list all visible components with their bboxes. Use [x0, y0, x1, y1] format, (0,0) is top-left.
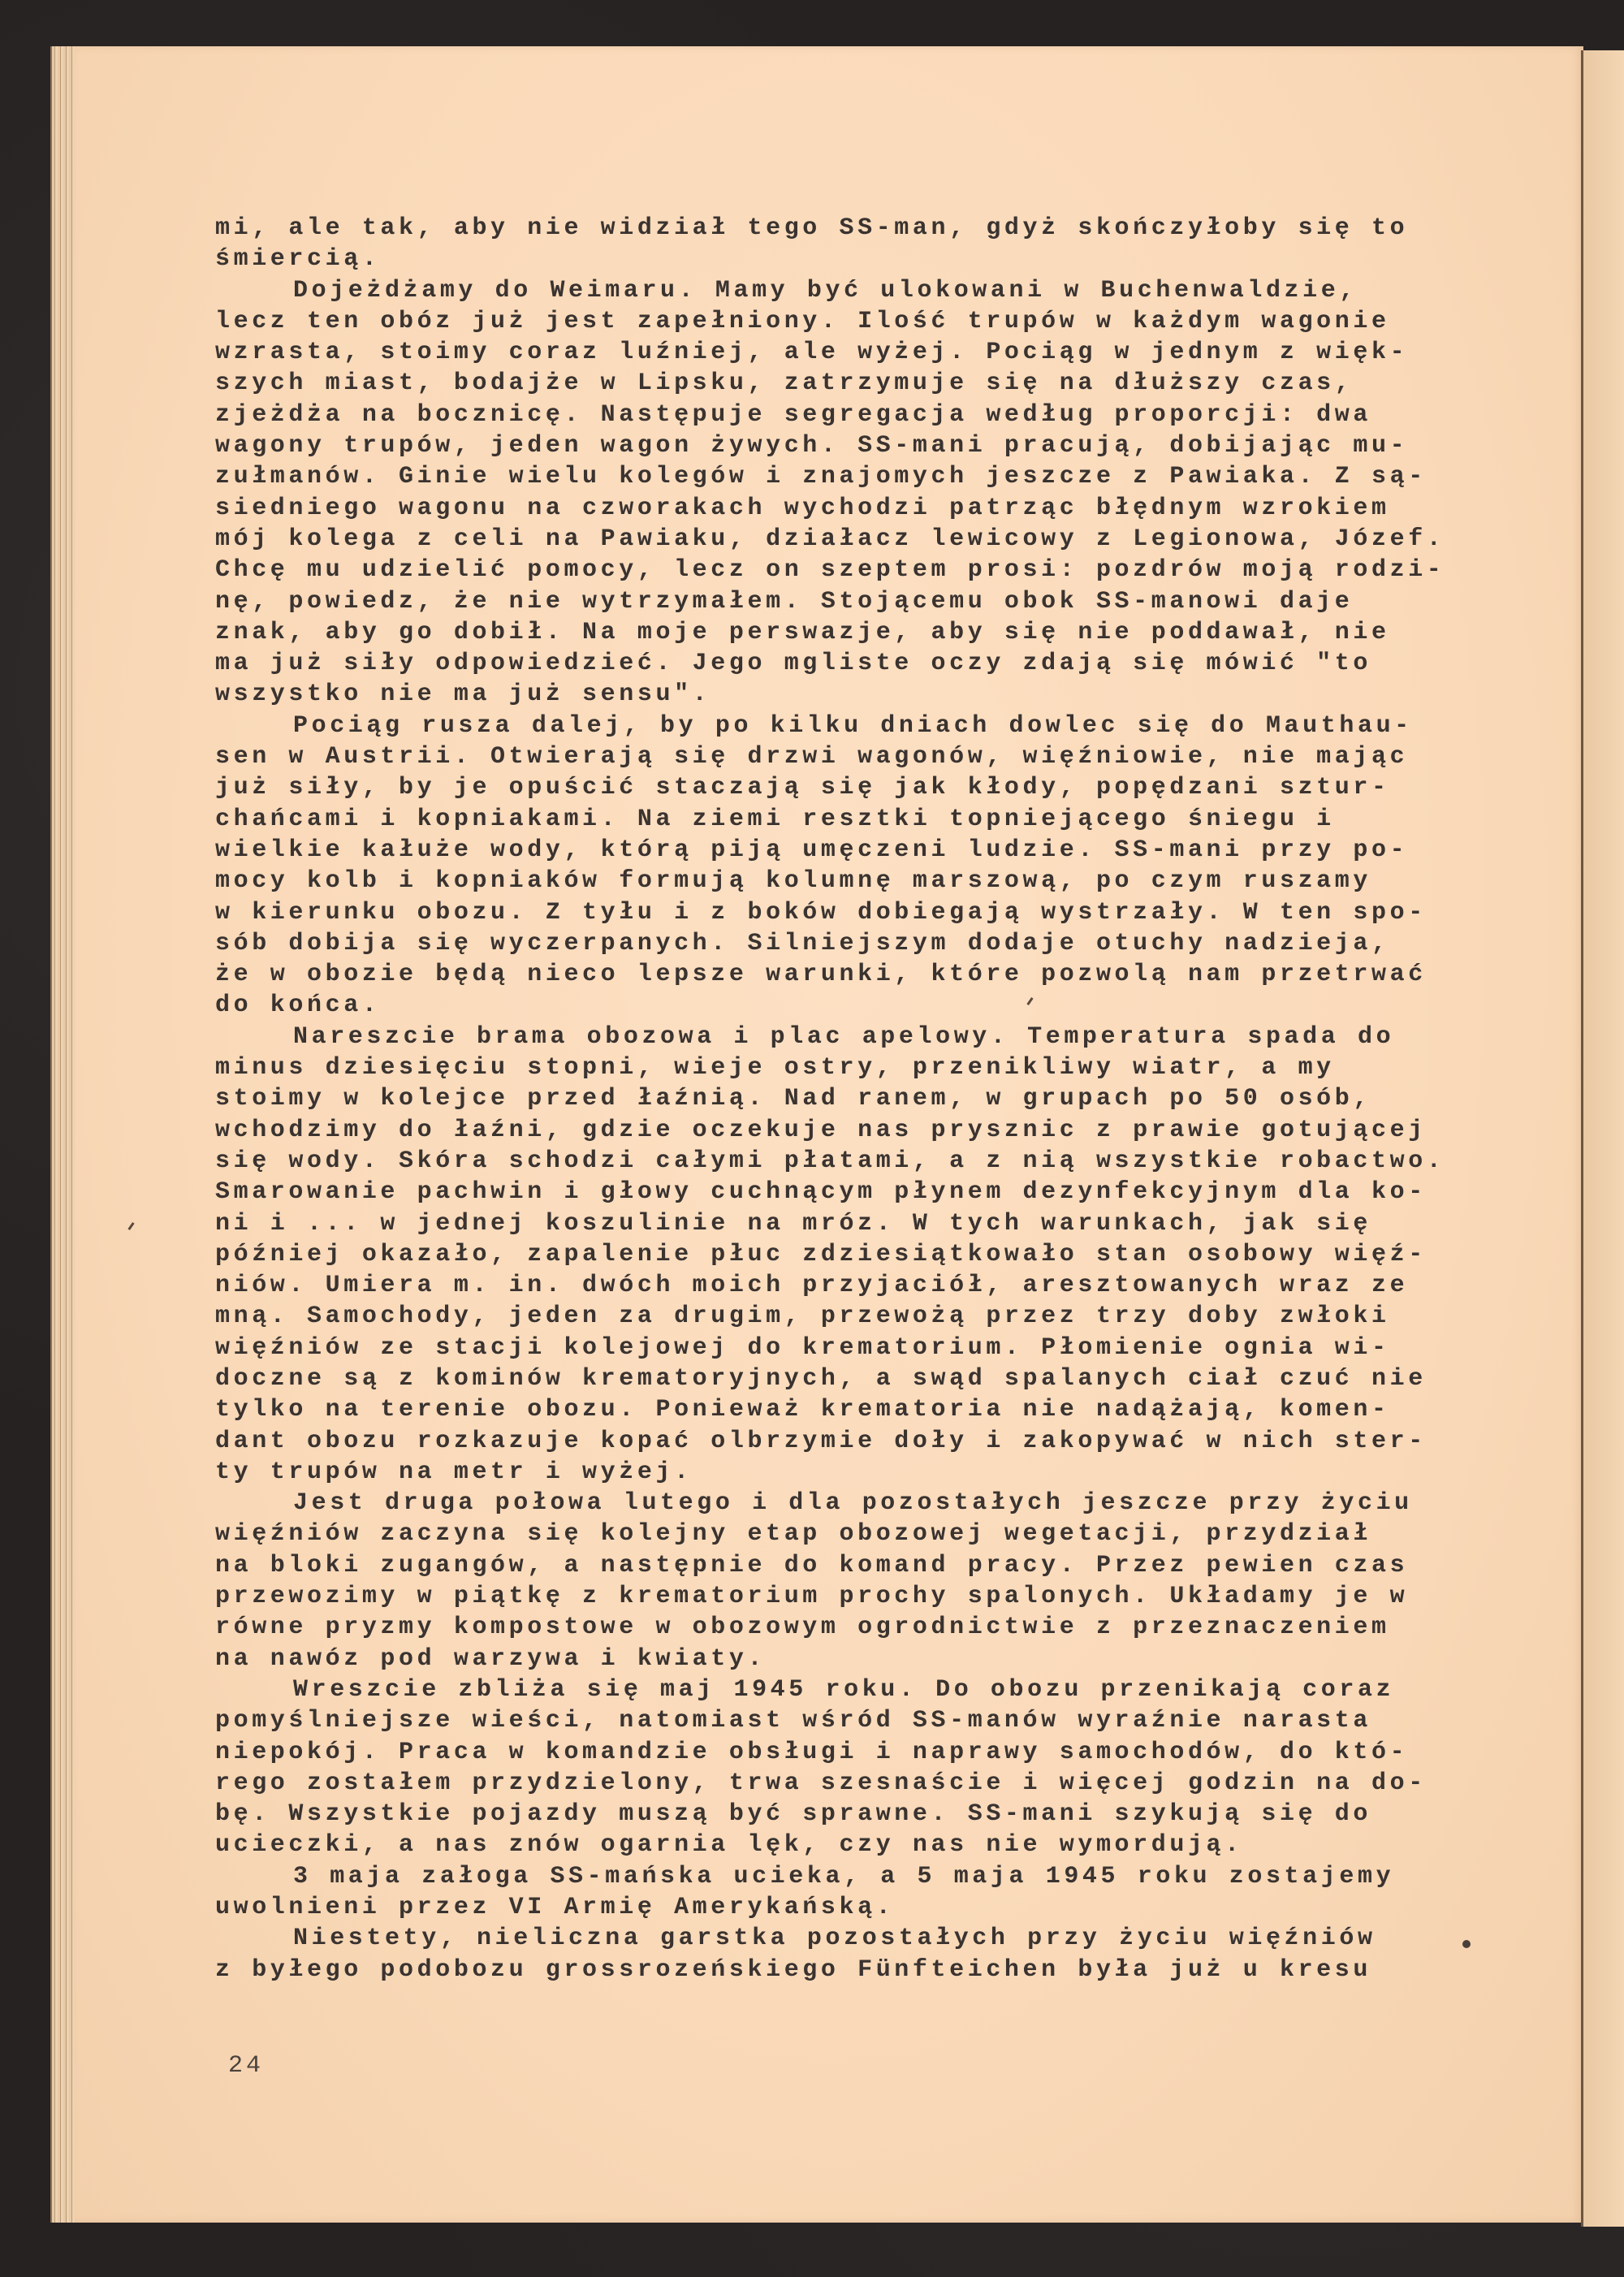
text-line: że w obozie będą nieco lepsze warunki, które pozwolą nam przetrwać	[215, 961, 1427, 989]
text-line: ma już siły odpowiedzieć. Jego mgliste oczy zdają się mówić "to	[215, 650, 1371, 678]
text-line: równe pryzmy kompostowe w obozowym ogrodnictwie z przeznaczeniem	[215, 1614, 1390, 1642]
text-line: ucieczki, a nas znów ogarnia lęk, czy nas nie wymordują.	[215, 1831, 1243, 1860]
text-line: niepokój. Praca w komandzie obsługi i naprawy samochodów, do któ-	[215, 1738, 1409, 1766]
text-line: z byłego podobozu grossrozeńskiego Fünfteichen była już u kresu	[215, 1955, 1371, 1984]
paragraph-start-line: Dojeżdżamy do Weimaru. Mamy być ulokowani w Buchenwaldzie,	[293, 276, 1358, 305]
text-line: mocy kolb i kopniaków formują kolumnę marszową, po czym ruszamy	[215, 867, 1371, 896]
text-line: ni i ... w jednej koszulinie na mróz. W tych warunkach, jak się	[215, 1209, 1371, 1238]
paragraph-start-line: Pociąg rusza dalej, by po kilku dniach dowlec się do Mauthau-	[293, 711, 1413, 740]
text-line: znak, aby go dobił. Na moje perswazje, aby się nie poddawał, nie	[215, 618, 1390, 646]
text-line: nę, powiedz, że nie wytrzymałem. Stojącemu obok SS-manowi daje	[215, 587, 1354, 616]
text-line: później okazało, zapalenie płuc zdziesiątkowało stan osobowy więź-	[215, 1240, 1427, 1268]
text-line: Smarowanie pachwin i głowy cuchnącym płynem dezynfekcyjnym dla ko-	[215, 1178, 1427, 1207]
text-line: pomyślniejsze wieści, natomiast wśród SS-manów wyraźnie narasta	[215, 1707, 1371, 1735]
text-line: już siły, by je opuścić staczają się jak kłody, popędzani sztur-	[215, 774, 1390, 802]
facing-page-edge	[1583, 50, 1624, 2227]
text-line: minus dziesięciu stopni, wieje ostry, przenikliwy wiatr, a my	[215, 1054, 1335, 1082]
text-line: zułmanów. Ginie wielu kolegów i znajomych jeszcze z Pawiaka. Z są-	[215, 463, 1427, 491]
text-line: mi, ale tak, aby nie widział tego SS-man, gdyż skończyłoby się to	[215, 214, 1409, 242]
text-line: sób dobija się wyczerpanych. Silniejszym dodaje otuchy nadzieja,	[215, 929, 1390, 957]
text-line: się wody. Skóra schodzi całymi płatami, a z nią wszystkie robactwo.	[215, 1147, 1445, 1175]
text-line: Chcę mu udzielić pomocy, lecz on szeptem prosi: pozdrów moją rodzi-	[215, 556, 1445, 585]
text-line: stoimy w kolejce przed łaźnią. Nad ranem, w grupach po 50 osób,	[215, 1085, 1371, 1113]
book-spine	[1581, 50, 1583, 2227]
text-line: mój kolega z celi na Pawiaku, działacz lewicowy z Legionowa, Józef.	[215, 525, 1445, 553]
page-number: 24	[228, 2052, 265, 2080]
text-line: ty trupów na metr i wyżej.	[215, 1458, 693, 1486]
text-line: siedniego wagonu na czworakach wychodzi patrząc błędnym wzrokiem	[215, 494, 1390, 522]
text-line: uwolnieni przez VI Armię Amerykańską.	[215, 1894, 895, 1922]
text-line: do końca.	[215, 992, 381, 1020]
text-line: wielkie kałuże wody, którą piją umęczeni ludzie. SS-mani przy po-	[215, 836, 1409, 864]
text-line: sen w Austrii. Otwierają się drzwi wagonów, więźniowie, nie mając	[215, 743, 1409, 771]
paragraph-start-line: Jest druga połowa lutego i dla pozostałych jeszcze przy życiu	[293, 1489, 1413, 1518]
text-line: przewozimy w piątkę z krematorium prochy spalonych. Układamy je w	[215, 1583, 1409, 1611]
text-line: wagony trupów, jeden wagon żywych. SS-mani pracują, dobijając mu-	[215, 432, 1409, 460]
text-line: zjeżdża na bocznicę. Następuje segregacja według proporcji: dwa	[215, 400, 1371, 429]
paragraph-start-line: Niestety, nieliczna garstka pozostałych przy życiu więźniów	[293, 1925, 1376, 1953]
text-line: niów. Umiera m. in. dwóch moich przyjaciół, aresztowanych wraz ze	[215, 1272, 1409, 1300]
text-line: tylko na terenie obozu. Ponieważ krematoria nie nadążają, komen-	[215, 1396, 1390, 1424]
typewritten-body-text	[215, 213, 1531, 1985]
text-line: na nawóz pod warzywa i kwiaty.	[215, 1644, 767, 1673]
text-line: więźniów zaczyna się kolejny etap obozowej wegetacji, przydział	[215, 1520, 1371, 1549]
text-line: wszystko nie ma już sensu".	[215, 681, 711, 709]
text-line: dant obozu rozkazuje kopać olbrzymie doły i zakopywać w nich ster-	[215, 1427, 1427, 1455]
paragraph-start-line: 3 maja załoga SS-mańska ucieka, a 5 maja 1945 roku zostajemy	[293, 1862, 1395, 1890]
text-line: na bloki zugangów, a następnie do komand pracy. Przez pewien czas	[215, 1551, 1409, 1579]
text-line: więźniów ze stacji kolejowej do krematorium. Płomienie ognia wi-	[215, 1333, 1390, 1362]
text-line: śmiercią.	[215, 245, 381, 274]
paragraph-start-line: Nareszcie brama obozowa i plac apelowy. Temperatura spada do	[293, 1022, 1395, 1051]
text-line: doczne są z kominów krematoryjnych, a swąd spalanych ciał czuć nie	[215, 1364, 1427, 1393]
text-line: szych miast, bodajże w Lipsku, zatrzymuje się na dłuższy czas,	[215, 369, 1354, 398]
text-line: wzrasta, stoimy coraz luźniej, ale wyżej. Pociąg w jednym z więk-	[215, 339, 1409, 367]
text-line: lecz ten obóz już jest zapełniony. Ilość trupów w każdym wagonie	[215, 307, 1390, 335]
text-line: wchodzimy do łaźni, gdzie oczekuje nas prysznic z prawie gotującej	[215, 1116, 1427, 1144]
text-line: mną. Samochody, jeden za drugim, przewożą przez trzy doby zwłoki	[215, 1303, 1390, 1331]
paragraph-start-line: Wreszcie zbliża się maj 1945 roku. Do obozu przenikają coraz	[293, 1675, 1395, 1704]
text-line: bę. Wszystkie pojazdy muszą być sprawne. SS-mani szykują się do	[215, 1800, 1371, 1829]
text-line: rego zostałem przydzielony, trwa szesnaście i więcej godzin na do-	[215, 1769, 1427, 1797]
ink-spot	[1462, 1940, 1471, 1948]
text-line: w kierunku obozu. Z tyłu i z boków dobiegają wystrzały. W ten spo-	[215, 898, 1427, 927]
text-line: chańcami i kopniakami. Na ziemi resztki topniejącego śniegu i	[215, 805, 1335, 833]
